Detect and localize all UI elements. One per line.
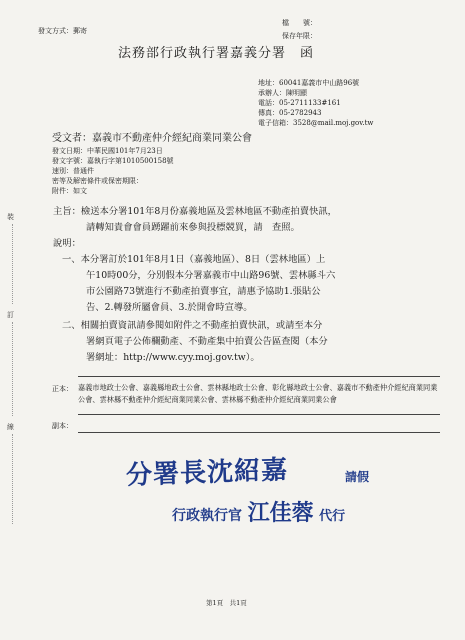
contact-person: 承辦人：陳明顯	[258, 89, 307, 97]
contact-fax: 傳真：05-2782943	[258, 109, 322, 117]
secrecy-level: 密等及解密條件或保密期限：	[52, 177, 143, 185]
director-signature-stamp: 分署長沈紹嘉	[125, 455, 289, 491]
recipient: 受文者：嘉義市不動產仲介經紀商業同業公會	[52, 133, 252, 144]
original-recipients: 嘉義市地政士公會、嘉義縣地政士公會、雲林縣地政士公會、彰化縣地政士公會、嘉義市不動產仲介經紀商業同業公會、雲林縣不動產仲介經紀商業同業公會、雲林縣不動產仲介經紀商業同業公會	[78, 383, 438, 404]
contact-email: 電子信箱：3528@mail.moj.gov.tw	[258, 119, 374, 127]
acting-note: 代行	[319, 509, 346, 524]
attachment: 附件：如文	[52, 187, 87, 195]
explanation-item-1-line-4: 告、2.轉發所屬會員、3.於開會時宣導。	[86, 302, 253, 313]
explanation-item-1-line-3: 市公園路73號進行不動產拍賣事宜，請惠予協助1.張貼公	[86, 286, 321, 297]
margin-dotted-line	[12, 434, 15, 524]
divider	[78, 414, 440, 415]
explanation-item-2-line-2: 署網頁電子公佈欄動產、不動產集中拍賣公告區查閱（本分	[86, 336, 328, 347]
margin-mark-bind: 裝	[7, 213, 14, 221]
explanation-item-2-line-1: 二、相關拍賣資訊請參閱如附件之不動產拍賣快訊，或請至本分	[62, 320, 323, 331]
retention-label: 保存年限：	[282, 32, 317, 40]
contact-phone: 電話：05-2711133#161	[258, 99, 341, 107]
file-number-label: 檔 號：	[282, 19, 317, 27]
subject-line-2: 請轉知貴會會員踴躍前來參與投標競買，請 查照。	[86, 222, 300, 233]
send-method: 發文方式：郵寄	[38, 27, 87, 35]
margin-dotted-line	[12, 224, 15, 304]
acting-officer-title: 行政執行官	[172, 508, 242, 524]
margin-dotted-line	[12, 322, 15, 416]
explanation-item-2-line-3: 署網址：http://www.cyy.moj.gov.tw）。	[86, 352, 260, 363]
margin-mark-line: 線	[7, 423, 14, 431]
issue-date: 發文日期：中華民國101年7月23日	[52, 147, 163, 155]
original-recipients-label: 正本：	[52, 385, 73, 393]
speed-class: 速別：普通件	[52, 167, 94, 175]
subject-line-1: 主旨：檢送本分署101年8月份嘉義地區及雲林地區不動產拍賣快訊，	[53, 206, 337, 217]
page-number: 第1頁 共1頁	[206, 599, 247, 607]
explanation-item-1-line-2: 午10時00分，分別假本分署嘉義市中山路96號、雲林縣斗六	[86, 270, 336, 281]
explanation-item-1-line-1: 一、本分署訂於101年8月1日（嘉義地區）、8日（雲林地區）上	[62, 254, 326, 265]
copy-recipients-label: 副本：	[52, 422, 73, 430]
acting-officer-stamp	[172, 496, 345, 527]
explanation-label: 說明：	[53, 238, 81, 249]
agency-title: 法務部行政執行署嘉義分署 函	[118, 46, 315, 61]
divider	[78, 432, 440, 433]
document-number: 發文字號：嘉執行字第1010500158號	[52, 157, 174, 165]
contact-address: 地址：60041嘉義市中山路96號	[258, 79, 360, 87]
margin-mark-staple: 訂	[7, 311, 14, 319]
leave-note-stamp: 請假	[345, 470, 370, 484]
divider	[78, 376, 440, 377]
acting-officer-name: 江佳蓉	[247, 500, 314, 526]
